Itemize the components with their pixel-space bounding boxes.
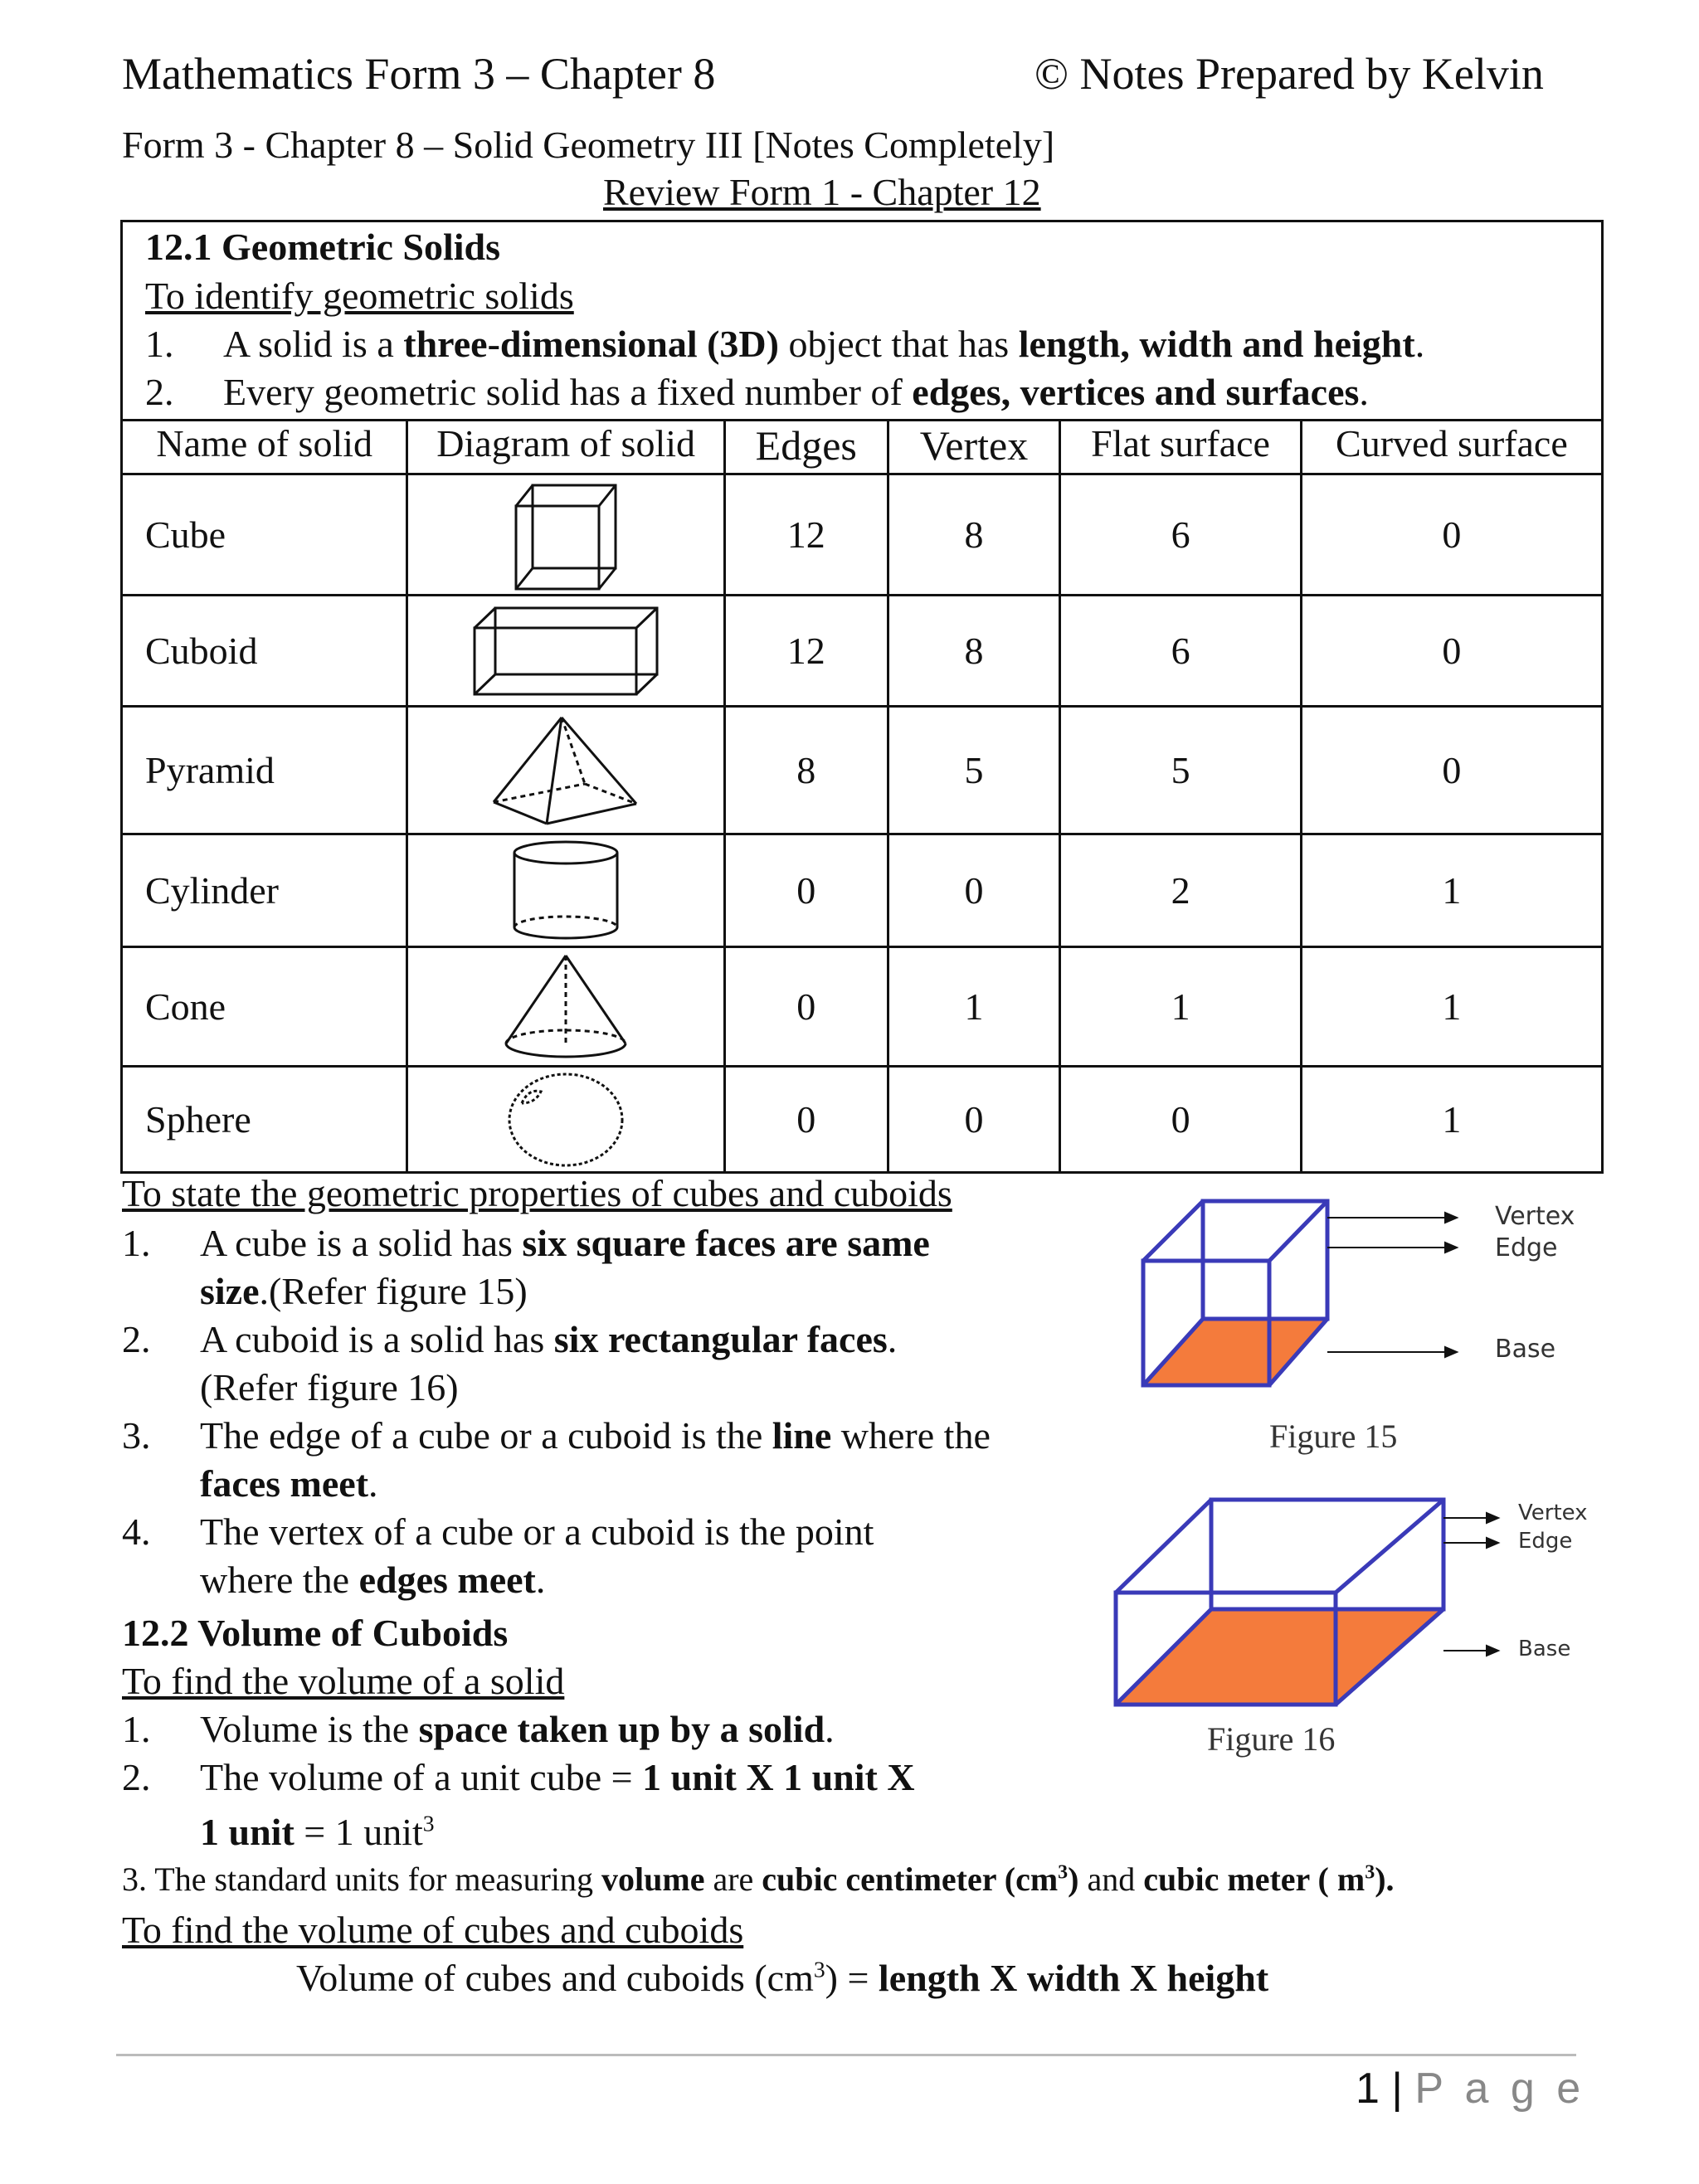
table-row: [122, 474, 1603, 596]
figure15-label-vertex: Vertex: [1495, 1202, 1575, 1231]
section2-subheading: To find the volume of a solid: [122, 1660, 565, 1702]
col-header-curved: Curved surface: [1301, 421, 1602, 474]
properties-list: [122, 1219, 1117, 1604]
header-right: © Notes Prepared by Kelvin: [1034, 49, 1544, 99]
property-item-1: 1. A cube is a solid has six square faces are same size.(Refer figure 15): [122, 1222, 930, 1312]
doc-title: Form 3 - Chapter 8 – Solid Geometry III [Notes Completely]: [122, 124, 1055, 166]
col-header-flat: Flat surface: [1060, 421, 1301, 474]
cuboid-diagram: [407, 596, 724, 707]
cell-flat: 6: [1060, 596, 1301, 707]
section2-heading: 12.2 Volume of Cuboids: [122, 1612, 509, 1654]
cell-vertex: 1: [888, 947, 1060, 1067]
sphere-diagram: [407, 1067, 724, 1173]
properties-heading: To state the geometric properties of cubes and cuboids: [122, 1172, 952, 1214]
footer-rule: [116, 2054, 1576, 2056]
cell-edges: 12: [724, 474, 888, 596]
header-left: Mathematics Form 3 – Chapter 8: [122, 49, 716, 99]
cell-edges: 12: [724, 596, 888, 707]
section2-point-2: 2. The volume of a unit cube = 1 unit X 1 unit X: [122, 1756, 915, 1798]
cell-edges: 8: [724, 707, 888, 834]
cylinder-diagram: [407, 834, 724, 947]
col-header-vertex: Vertex: [888, 421, 1060, 474]
cell-flat: 0: [1060, 1067, 1301, 1173]
property-item-3: 3. The edge of a cube or a cuboid is the line where the faces meet.: [122, 1414, 991, 1505]
cell-edges: 0: [724, 834, 888, 947]
page-label: P a g e: [1414, 2065, 1586, 2113]
figure16-caption: Figure 16: [1207, 1720, 1336, 1758]
figure16-label-vertex: Vertex: [1518, 1501, 1588, 1525]
cell-flat: 1: [1060, 947, 1301, 1067]
section1-subheading: To identify geometric solids: [145, 275, 574, 317]
figure15-label-edge: Edge: [1495, 1233, 1558, 1262]
property-item-2: 2. A cuboid is a solid has six rectangular faces. (Refer figure 16): [122, 1318, 898, 1408]
figure15-caption: Figure 15: [1269, 1418, 1398, 1455]
cell-name: Cube: [122, 474, 407, 596]
cell-vertex: 0: [888, 1067, 1060, 1173]
table-row: [122, 1067, 1603, 1173]
cell-vertex: 0: [888, 834, 1060, 947]
table-row: [122, 596, 1603, 707]
cell-edges: 0: [724, 1067, 888, 1173]
table-row: [122, 834, 1603, 947]
figure15-diagram: [1137, 1194, 1601, 1460]
cell-flat: 5: [1060, 707, 1301, 834]
cell-name: Pyramid: [122, 707, 407, 834]
cell-name: Cuboid: [122, 596, 407, 707]
doc-subtitle: Review Form 1 - Chapter 12: [603, 171, 1041, 213]
section2-point-2-cont: 1 unit = 1 unit$^3$: [200, 1810, 435, 1853]
figure16-label-edge: Edge: [1518, 1529, 1573, 1554]
figure16-label-base: Base: [1518, 1637, 1571, 1661]
page-number: 1: [1356, 2065, 1380, 2113]
cell-curved: 1: [1301, 947, 1602, 1067]
cell-name: Sphere: [122, 1067, 407, 1173]
cell-vertex: 8: [888, 474, 1060, 596]
table-header-row: [122, 421, 1603, 474]
cell-name: Cone: [122, 947, 407, 1067]
cell-vertex: 5: [888, 707, 1060, 834]
section2-point-1: 1. Volume is the space taken up by a solid.: [122, 1708, 835, 1750]
cell-name: Cylinder: [122, 834, 407, 947]
col-header-edges: Edges: [724, 421, 888, 474]
section2-point-3: 3. The standard units for measuring volume are cubic centimeter $(cm^3)$ and cubic meter ( $m^3$).: [122, 1861, 1395, 1898]
page-separator: |: [1391, 2065, 1403, 2113]
cell-curved: 0: [1301, 474, 1602, 596]
cell-curved: 0: [1301, 707, 1602, 834]
cone-diagram: [407, 947, 724, 1067]
section1-box: [120, 220, 1604, 421]
section1-point-1: 1. A solid is a three-dimensional (3D) object that has length, width and height.: [145, 323, 1425, 365]
property-item-4: 4. The vertex of a cube or a cuboid is the point where the edges meet.: [122, 1510, 874, 1601]
cell-curved: 1: [1301, 834, 1602, 947]
cell-flat: 6: [1060, 474, 1301, 596]
solids-table: [120, 419, 1604, 1174]
volume-formula: Volume of cubes and cuboids $(cm^3)$ = length X width X height: [296, 1956, 1269, 1999]
cell-curved: 1: [1301, 1067, 1602, 1173]
page-footer: [1356, 2064, 1585, 2113]
col-header-name: Name of solid: [122, 421, 407, 474]
table-row: [122, 947, 1603, 1067]
cell-flat: 2: [1060, 834, 1301, 947]
figure16-diagram: [1078, 1493, 1601, 1775]
section1-point-2: 2. Every geometric solid has a fixed number of edges, vertices and surfaces.: [145, 371, 1369, 413]
section2-subheading-2: To find the volume of cubes and cuboids: [122, 1909, 744, 1951]
cell-vertex: 8: [888, 596, 1060, 707]
cell-curved: 0: [1301, 596, 1602, 707]
table-row: [122, 707, 1603, 834]
cube-diagram: [407, 474, 724, 596]
col-header-diagram: Diagram of solid: [407, 421, 724, 474]
cell-edges: 0: [724, 947, 888, 1067]
figure15-label-base: Base: [1495, 1335, 1556, 1364]
pyramid-diagram: [407, 707, 724, 834]
section1-heading: 12.1 Geometric Solids: [145, 226, 500, 268]
